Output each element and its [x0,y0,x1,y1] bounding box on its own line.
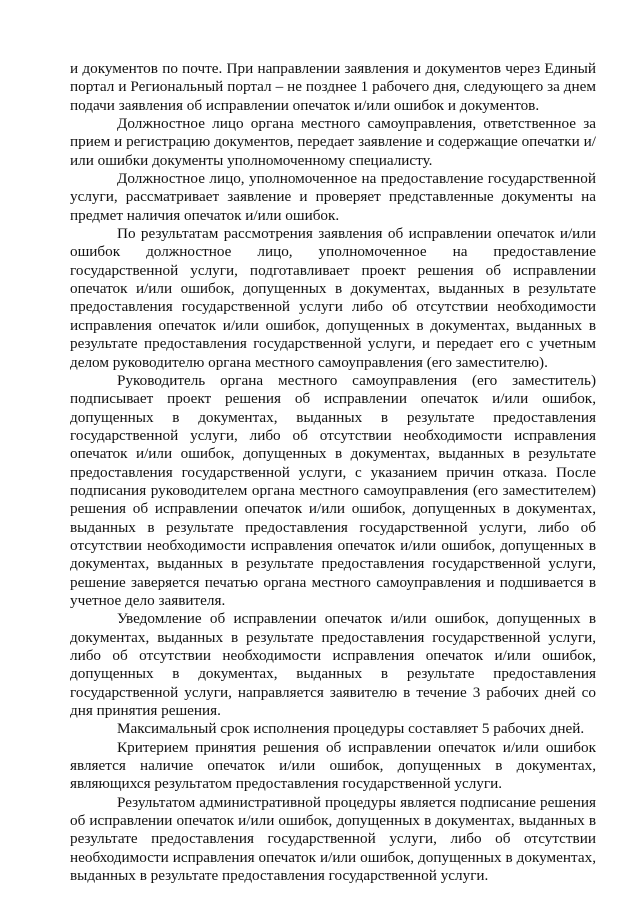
paragraph-criterion: Критерием принятия решения об исправлении опечаток и/или ошибок является наличие опечаток и/или ошибок, допущенных в документах, являющихся результатом предоставления государственной услуги. [70,738,596,793]
paragraph-continuation: и документов по почте. При направлении заявления и документов через Единый портал и Региональный портал – не позднее 1 рабочего дня, следующего за днем подачи заявления об исправлении опечаток и/или ошибок и документов. [70,60,596,114]
document-page [70,60,596,885]
paragraph-max-term: Максимальный срок исполнения процедуры составляет 5 рабочих дней. [117,720,585,738]
paragraph-signing: Руководитель органа местного самоуправления (его заместитель) подписывает проект решения об исправлении опечаток и/или ошибок, допущенных в документах, выданных в результате предоставления государственной услуги, либо об отсутствии необходимости исправления опечаток и/или ошибок, допущенных в документах, выданных в результате предоставления государственной услуги, с указанием причин отказа. После подписания руководителем органа местного самоуправления (его заместителем) решения об исправлении опечаток и/или ошибок, допущенных в документах, выданных в результате предоставления государственной услуги, либо об отсутствии необходимости исправления опечаток и/или ошибок, допущенных в документах, выданных в результате предоставления государственной услуги, решение заверяется печатью органа местного самоуправления и подшивается в учетное дело заявителя. [70,371,596,609]
paragraph-notification: Уведомление об исправлении опечаток и/или ошибок, допущенных в документах, выданных в результате предоставления государственной услуги, либо об отсутствии необходимости исправления опечаток и/или ошибок, допущенных в документах, выданных в результате предоставления государственной услуги, направляется заявителю в течение 3 рабочих дней со дня принятия решения. [70,610,596,720]
paragraph-result: Результатом административной процедуры является подписание решения об исправлении опечаток и/или ошибок, допущенных в документах, выданных в результате предоставления государственной услуги, либо об отсутствии необходимости исправления опечаток и/или ошибок, допущенных в документах, выданных в результате предоставления государственной услуги. [70,793,596,885]
paragraph-review: Должностное лицо, уполномоченное на предоставление государственной услуги, рассматривает заявление и проверяет представленные документы на предмет наличия опечаток и/или ошибок. [70,170,596,224]
paragraph-draft-decision: По результатам рассмотрения заявления об исправлении опечаток и/или ошибок должностное лицо, уполномоченное на предоставление государственной услуги, подготавливает проект решения об исправлении опечаток и/или ошибок, допущенных в документах, выданных в результате предоставления государственной услуги либо об отсутствии необходимости исправления опечаток и/или ошибок, допущенных в документах, выданных в результате предоставления государственной услуги, и передает его с учетным делом руководителю органа местного самоуправления (его заместителю). [70,225,596,371]
paragraph-registration: Должностное лицо органа местного самоуправления, ответственное за прием и регистрацию документов, передает заявление и содержащие опечатки и/или ошибки документы уполномоченному специалисту. [70,115,596,169]
